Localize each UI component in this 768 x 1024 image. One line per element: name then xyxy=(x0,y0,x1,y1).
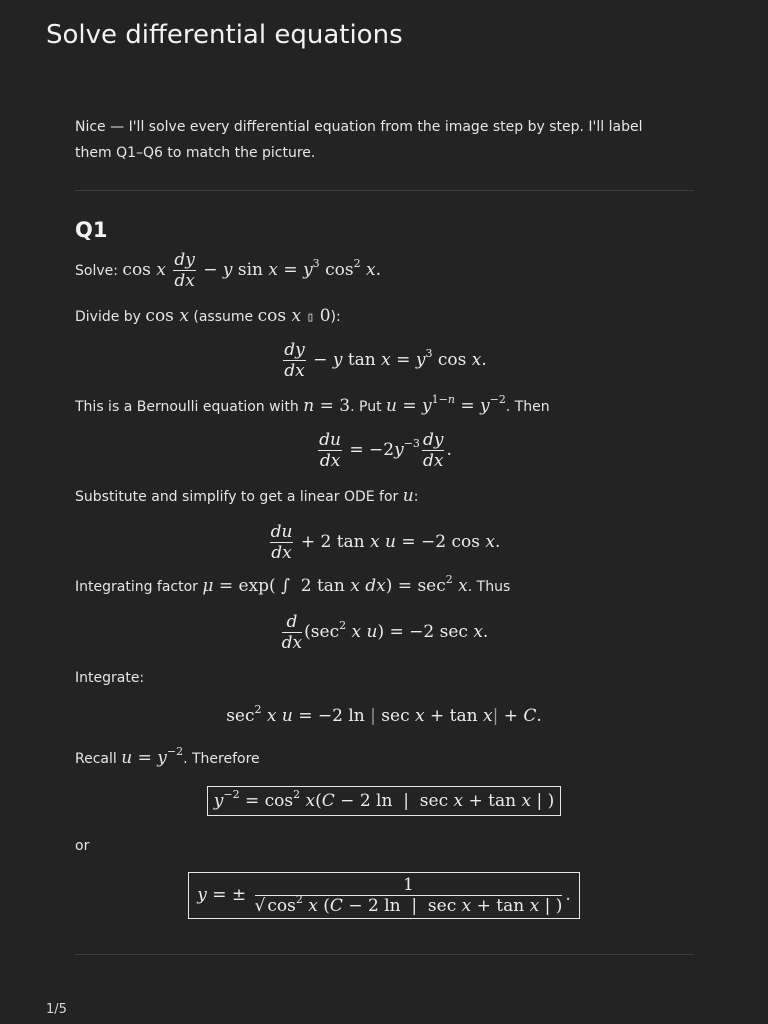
solve-label: Solve: xyxy=(75,263,118,279)
equation-linear-ode: $\frac{du}{dx}$ + 2 tan x u = −2 cos x. xyxy=(270,522,501,563)
boxed-result-explicit: y = ± $\frac{1}{√ \cos^2 x (C - 2 \ln | \sec x + \tan x | )}$ . xyxy=(0,872,768,919)
divide-text: Divide by xyxy=(75,309,141,325)
bernoulli-n: n = 3 xyxy=(303,396,351,416)
q1-divide-step xyxy=(75,306,341,326)
assume-condition: cos x ▯ 0 xyxy=(257,306,331,326)
substitution-u: $u = y^{1-n} = y^{-2}$ xyxy=(386,393,506,416)
section-heading-q1: Q1 xyxy=(75,218,108,242)
q1-substitute-step xyxy=(75,486,418,506)
q1-bernoulli-step xyxy=(75,393,550,416)
substitute-var: u xyxy=(402,486,414,506)
therefore-text: . Therefore xyxy=(183,751,260,767)
problem-equation: cos x $\frac{dy}{dx}$ − y $\sin x = y^3$ $\cos^2 x$. xyxy=(122,250,381,291)
equation-divided: $\frac{dy}{dx}$ − y $\tan x = y^3$ cos x. xyxy=(284,340,487,381)
equation-derivative-product: $\frac{d}{dx}$ ($\sec^2$ x u) = −2 sec x. xyxy=(281,612,489,653)
equation-du-dx: $\frac{du}{dx}$ = $-2y^{-3}$ $\frac{dy}{dx}$ . xyxy=(319,430,452,471)
page-title: Solve differential equations xyxy=(46,20,403,50)
thus-text: . Thus xyxy=(467,579,511,595)
integrating-factor: μ = exp( ∫ 2 tan x $dx) = \sec^2 x$ xyxy=(202,573,468,596)
substitute-colon: : xyxy=(413,489,419,505)
put-text: . Put xyxy=(350,399,382,415)
equation-integrated: $\sec^2 x$ u = −2 ln | sec x + tan x| + C. xyxy=(226,703,542,726)
divide-cos: cos x xyxy=(145,306,189,326)
boxed-result-implicit: $y^{-2} = \cos^2 x(C - 2$ ln | sec x + tan x | ) xyxy=(0,786,768,816)
bernoulli-text: This is a Bernoulli equation with xyxy=(75,399,299,415)
divider-bottom xyxy=(75,954,694,955)
q1-integrating-factor-step xyxy=(75,573,511,596)
q1-recall-step xyxy=(75,745,260,768)
recall-text: Recall xyxy=(75,751,117,767)
q1-problem-statement xyxy=(75,250,381,291)
integrating-text: Integrating factor xyxy=(75,579,198,595)
intro-paragraph: Nice — I'll solve every differential equation from the image step by step. I'll label them Q1–Q6 to match the picture. xyxy=(75,119,643,161)
integrate-text: Integrate: xyxy=(75,670,145,686)
substitute-text: Substitute and simplify to get a linear ODE for xyxy=(75,489,399,505)
final-numerator: 1 xyxy=(255,875,563,896)
q1-integrate-step xyxy=(75,670,144,686)
page-indicator: 1/5 xyxy=(46,1002,67,1017)
recall-u: $u = y^{-2}$ xyxy=(121,745,184,768)
then-text: . Then xyxy=(505,399,550,415)
assume-text: (assume xyxy=(193,309,254,325)
divider-top xyxy=(75,190,694,191)
q1-or-text: or xyxy=(75,838,90,854)
assume-close: ): xyxy=(330,309,341,325)
